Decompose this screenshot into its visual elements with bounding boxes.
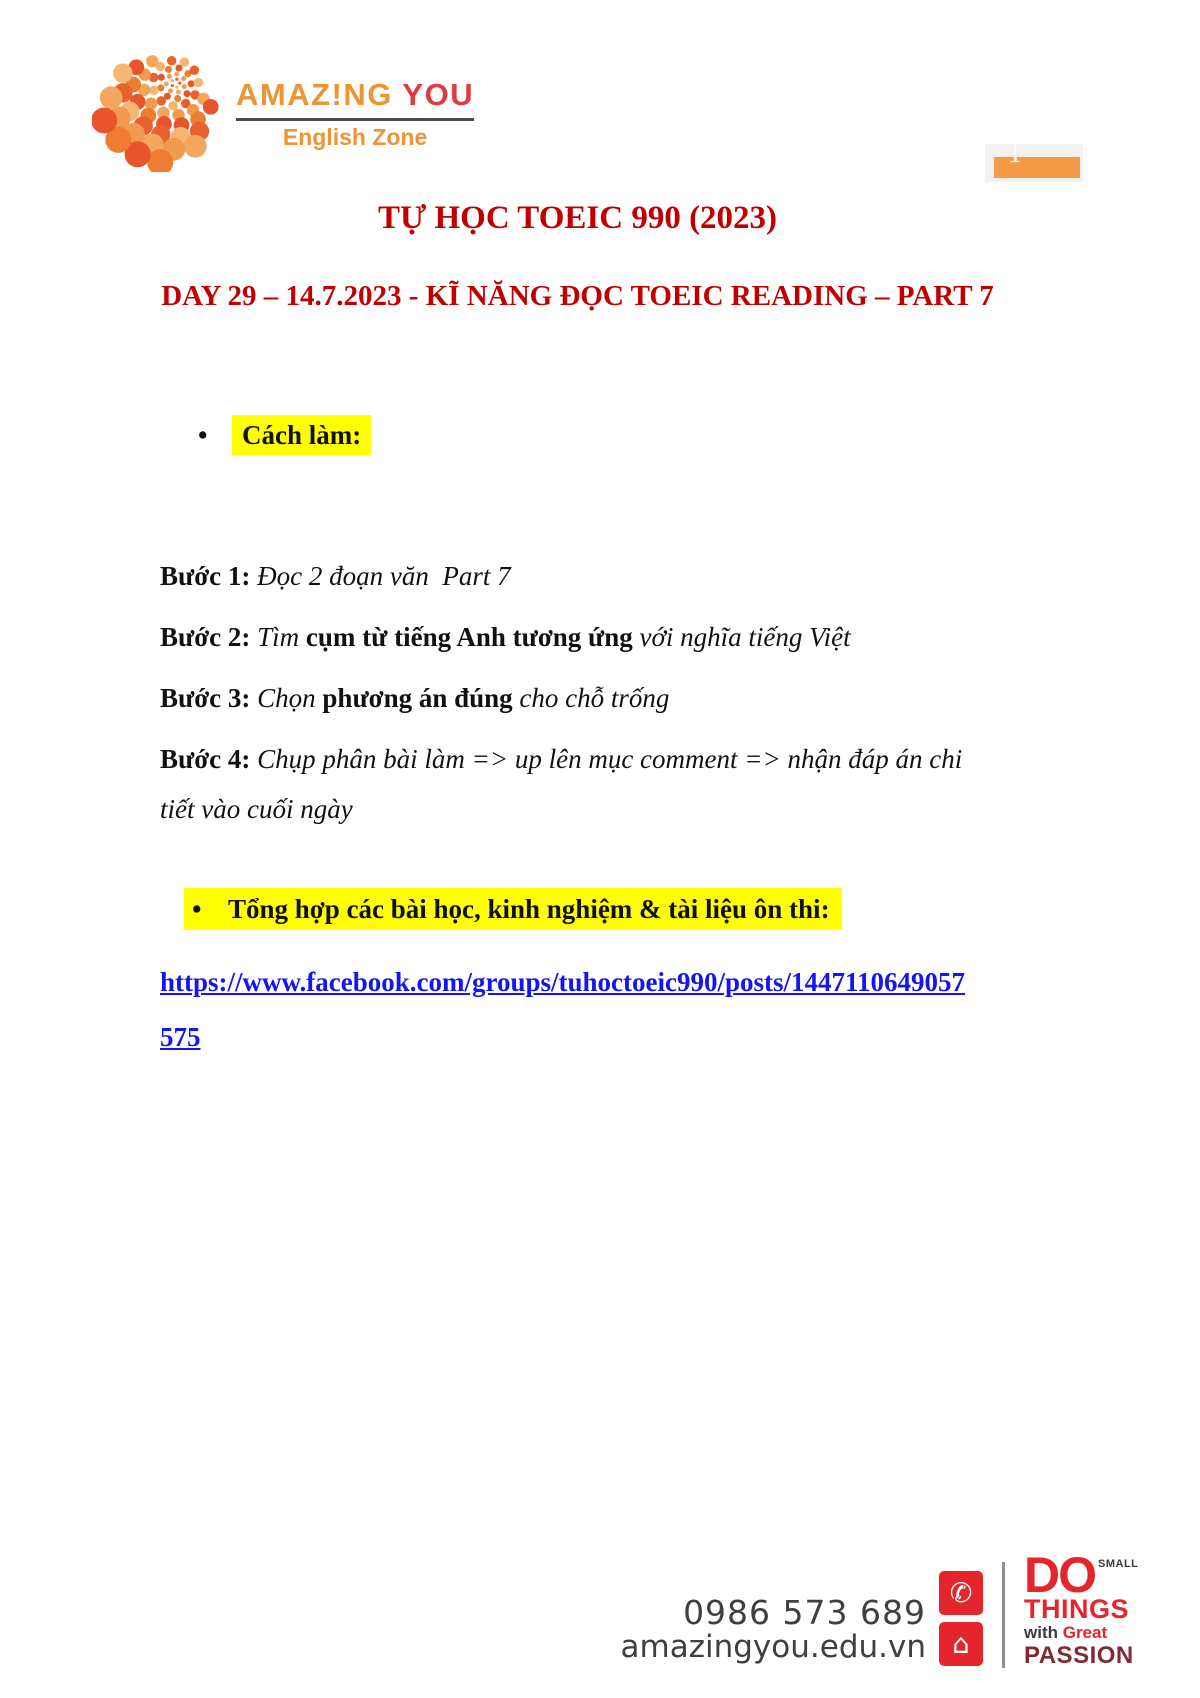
bullet-cach-lam — [198, 420, 995, 451]
step-line: Bước 2: Tìm cụm từ tiếng Anh tương ứng với nghĩa tiếng Việt — [160, 622, 851, 652]
brand-part-orange: AMAZ!NG — [236, 77, 403, 112]
facebook-group-link[interactable] — [160, 967, 965, 1052]
page-subtitle: DAY 29 – 14.7.2023 - KĨ NĂNG ĐỌC TOEIC READING – PART 7 — [161, 280, 994, 312]
footer-website: amazingyou.edu.vn — [620, 1629, 926, 1666]
steps-list — [160, 551, 995, 834]
logo-text-block — [236, 67, 474, 151]
brand-divider — [236, 118, 474, 121]
slogan-with: with — [1024, 1623, 1063, 1643]
bullet-icon: • — [192, 894, 202, 924]
footer-icon-column — [939, 1571, 983, 1668]
bullet-text: Tổng hợp các bài học, kinh nghiệm & tài liệu ôn thi: — [228, 894, 830, 924]
link-line-1: https://www.facebook.com/groups/tuhoctoeic990/posts/1447110649057 — [160, 967, 966, 997]
footer — [620, 1546, 1144, 1669]
bullet-tong-hop — [184, 894, 995, 925]
phone-icon: ✆ — [939, 1571, 983, 1615]
page-title: TỰ HỌC TOEIC 990 (2023) — [377, 200, 778, 236]
slogan-small: SMALL — [1098, 1557, 1139, 1570]
page-number: 1 — [1008, 138, 1022, 168]
bullet-icon: • — [198, 420, 208, 450]
slogan-great: Great — [1062, 1623, 1108, 1643]
slogan-do: DO — [1024, 1546, 1095, 1603]
page-number-badge — [985, 138, 1083, 182]
home-icon: ⌂ — [939, 1622, 983, 1666]
slogan-passion: PASSION — [1024, 1641, 1134, 1669]
footer-divider — [1002, 1562, 1005, 1668]
footer-contact — [620, 1592, 926, 1668]
highlighted-label: Cách làm: — [232, 415, 371, 455]
facebook-link-paragraph — [160, 955, 995, 1065]
brand-part-red: YOU — [402, 77, 475, 112]
slogan-things: THINGS — [1024, 1593, 1130, 1624]
logo-sphere-icon — [92, 46, 220, 172]
footer-slogan — [1024, 1546, 1144, 1669]
brand-name — [236, 77, 474, 112]
amazing-you-logo — [92, 46, 474, 172]
step-line: Bước 4: Chụp phân bài làm => up lên mục comment => nhận đáp án chi tiết vào cuối ngày — [160, 744, 969, 824]
step-line: Bước 1: Đọc 2 đoạn văn Part 7 — [160, 561, 511, 591]
step-line: Bước 3: Chọn phương án đúng cho chỗ trống — [160, 683, 670, 713]
link-line-2: 575 — [160, 1022, 201, 1052]
highlighted-label — [184, 888, 842, 930]
logo-tagline: English Zone — [282, 124, 428, 150]
slogan-with-great — [1024, 1623, 1144, 1643]
footer-phone-number: 0986 573 689 — [683, 1592, 926, 1632]
